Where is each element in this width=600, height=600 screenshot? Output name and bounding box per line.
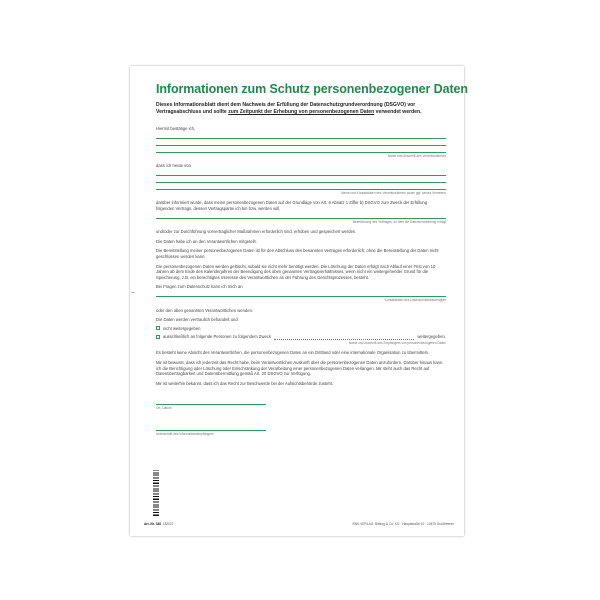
para-informiert: darüber informiert wurde, dass meine personenbezogenen Daten auf der Grundlage von Art. 6 Absatz 1 Ziffer b) DSGVO zum Zweck der Erfüllung folgenden Vertrags, dessen Vertragspartei ich bin bzw. werden will, [156,200,428,211]
para-geloescht: Die personenbezogenen Daten werden gelöscht, sobald sie nicht mehr benötigt werden. Die Löschung der Daten erfolgt nach Ablauf einer Frist von 10 Jahren ab dem Ende des Kalenderjahres der Beendigung des oben genannten Vertragsverhältnisses, wenn nicht ein weitergehender Grund für die Speicherung, z.B. ein berechtigtes Interesse des Verantwortlichen an der Führung des Gerichtsprozesses, besteht. [156,263,436,280]
dotted-field[interactable] [274,335,414,340]
caption-verantwortlicher: Name und Anschrift des Verantwortlichen [387,153,446,158]
label-bestaetige: Hiermit bestätige ich, [156,126,196,131]
field-line[interactable] [156,183,446,190]
caption-kontakt: Kontaktdaten des Datenschutzbeauftragten [384,297,446,302]
checkbox-label: nicht weitergegeben [163,325,201,331]
footer-article-code: 182022 [162,522,174,526]
footer-article-label: Art.-Nr. [144,522,155,526]
field-line[interactable] [156,139,446,146]
ort-datum-line[interactable] [156,396,266,405]
para-bereitstellung: Die Bereitstellung meiner personenbezogenen Daten ist für den Abschluss des benannten Vertrages erforderlich; ohne die Bereitstellung der Daten nicht geschlossen werden kann. [156,248,439,259]
caption-unterschrift: Unterschrift des Informationsempfängers [156,432,214,437]
checkbox-suffix: weitergegeben. [417,334,446,340]
form-body [156,126,446,438]
barcode [153,470,159,516]
label-werden: Die Daten werden vertraulich behandelt und [156,317,238,323]
checkbox[interactable] [156,326,160,330]
caption-vertreter: Name und Kontaktdaten des Verantwortlichen sowie ggf. seines Vertreters [341,190,446,195]
checkbox[interactable] [156,335,160,339]
caption-vertrag: Bezeichnung des Vertrages, zu dem die Datenverarbeitung erfolgt [352,219,446,224]
para-massnahmen: und/oder zur Durchführung vorvertraglicher Maßnahmen erforderlich sind, erhoben und gespeichert werden. [156,229,357,235]
checkbox-label: ausschließlich an folgende Personen zu folgendem Zweck [163,334,272,340]
field-line[interactable] [156,176,446,183]
field-line[interactable] [156,169,446,176]
punch-mark [131,292,135,293]
footer-article-number: 346 [155,522,162,526]
label-fragen: Bei Fragen zum Datenschutz kann ich mich an [156,284,243,290]
field-line[interactable] [156,146,446,153]
intro-part-1: Dieses Informationsblatt dient dem Nachweis der Erfüllung der Datenschutzgrundverordnung (DSGVO) vor Vertragsabschluss und sollte [156,102,416,115]
footer-publisher: RNK-VERLAG, Bitburg & Co. KG · Hauptstraße 10 · 10675 Großbeeren [352,522,454,526]
checkbox-row-nicht[interactable] [156,326,446,332]
field-line[interactable] [156,132,446,139]
intro-text [156,102,450,116]
footer [144,522,454,526]
label-oder: oder den oben genannten Verantwortlichen wenden. [156,307,254,313]
field-line[interactable] [156,212,446,219]
intro-underlined: zum Zeitpunkt der Erhebung von personenbezogenen Daten [228,109,375,115]
para-bewusst: Mir ist bewusst, dass ich jederzeit das Recht habe, beim Verantwortlichen Auskunft über die personenbezogenen Daten anzufordern. Darüber hinaus kann ich die Berichtigung oder Löschung oder Einschränkung der Verarbeitung einer personenbezogenen Daten verlangen. Mir steht auch das Recht auf Datenübertragbarkeit und Datenübermittlung gemäß Art. 20 DSGVO zur Verfügung. [156,360,443,377]
label-heute: dass ich heute von [156,163,191,169]
intro-part-2: verwendet werden. [374,109,422,115]
form-sheet [130,66,468,536]
form-title: Informationen zum Schutz personenbezogener Daten [156,82,468,96]
checkbox-row-ausschliesslich[interactable] [156,334,446,340]
para-mitgeteilt: Die Daten habe ich an den Verantwortlichen mitgeteilt. [156,238,257,244]
para-absicht: Es besteht keine Absicht des Verantwortlichen, die personenbezogenen Daten an ein Drittland oder eine internationale Organisation zu übermitteln. [156,350,430,356]
para-beschwerde: Mir ist weiterhin bekannt, dass ich das Recht zur Beschwerde bei der Aufsichtsbehörde zusteht. [156,380,334,386]
caption-ort-datum: Ort, Datum [156,406,172,411]
signature-line[interactable] [156,422,266,431]
footer-article [144,522,173,526]
caption-empfaenger: Name und Anschrift des Empfängers von personenbezogenen Daten [348,340,446,345]
field-line[interactable] [156,290,446,297]
